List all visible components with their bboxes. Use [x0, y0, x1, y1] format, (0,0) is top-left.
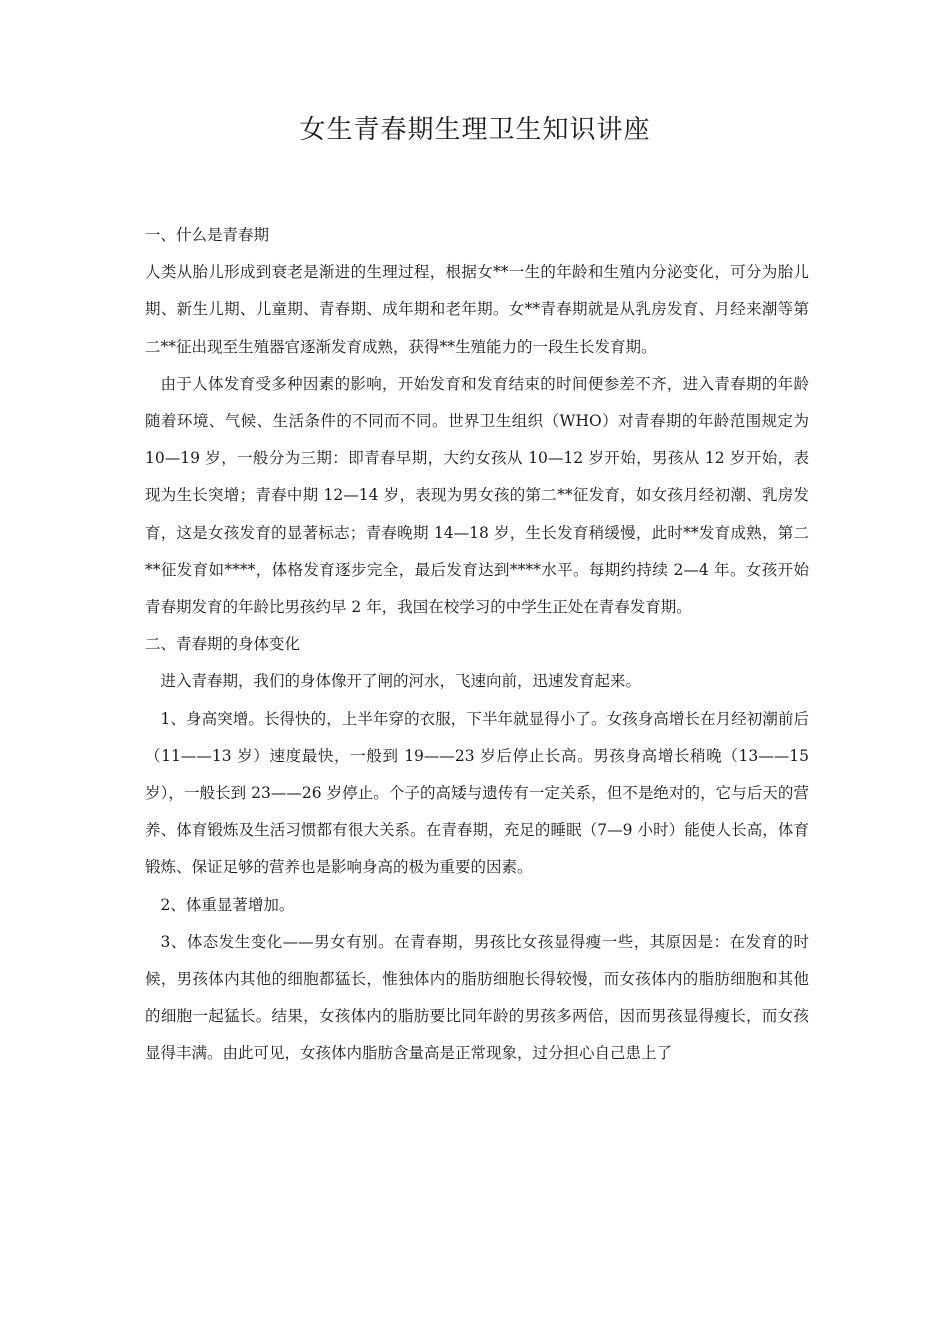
paragraph-age-ranges: 由于人体发育受多种因素的影响，开始发育和发育结束的时间便参差不齐，进入青春期的年龄随着环境、气候、生活条件的不同而不同。世界卫生组织（WHO）对青春期的年龄范围规定为 10—19 岁，一般分为三期：即青春早期，大约女孩从 10—12 岁开始，男孩从 12 岁开始，表现为生长突增；青春中期 12—14 岁，表现为男女孩的第二**征发育，如女孩月经初潮、乳房发育，这是女孩发育的显著标志；青春晚期 14—18 岁，生长发育稍缓慢，此时**发育成熟，第二**征发育如****，体格发育逐步完全，最后发育达到****水平。每期约持续 2—4 年。女孩开始青春期发育的年龄比男孩约早 2 年，我国在校学习的中学生正处在青春发育期。	[145, 374, 809, 617]
paragraph-body-shape: 3、体态发生变化——男女有别。在青春期，男孩比女孩显得瘦一些，其原因是：在发育的时候，男孩体内其他的细胞都猛长，惟独体内的脂肪细胞长得较慢，而女孩体内的脂肪细胞和其他的细胞一起猛长。结果，女孩体内的脂肪要比同年龄的男孩多两倍，因而男孩显得瘦长，而女孩显得丰满。由此可见，女孩体内脂肪含量高是正常现象，过分担心自己患上了	[145, 932, 809, 1063]
paragraph-weight: 2、体重显著增加。	[160, 895, 295, 914]
paragraph-height: 1、身高突增。长得快的，上半年穿的衣服，下半年就显得小了。女孩身高增长在月经初潮前后（11——13 岁）速度最快，一般到 19——23 岁后停止长高。男孩身高增长稍晚（13——15 岁），一般长到 23——26 岁停止。个子的高矮与遗传有一定关系，但不是绝对的，它与后天的营养、体育锻炼及生活习惯都有很大关系。在青春期，充足的睡眠（7—9 小时）能使人长高，体育锻炼、保证足够的营养也是影响身高的极为重要的因素。	[145, 709, 809, 877]
document-title: 女生青春期生理卫生知识讲座	[299, 115, 651, 145]
paragraph-intro-changes: 进入青春期，我们的身体像开了闸的河水，飞速向前，迅速发育起来。	[160, 672, 642, 691]
section-heading-2: 二、青春期的身体变化	[145, 635, 301, 654]
section-heading-1: 一、什么是青春期	[145, 226, 270, 244]
paragraph-definition: 人类从胎儿形成到衰老是渐进的生理过程，根据女**一生的年龄和生殖内分泌变化，可分为胎儿期、新生儿期、儿童期、青春期、成年期和老年期。女**青春期就是从乳房发育、月经来潮等第二**征出现至生殖器官逐渐发育成熟，获得**生殖能力的一段生长发育期。	[145, 263, 809, 356]
document-body	[145, 217, 809, 1073]
